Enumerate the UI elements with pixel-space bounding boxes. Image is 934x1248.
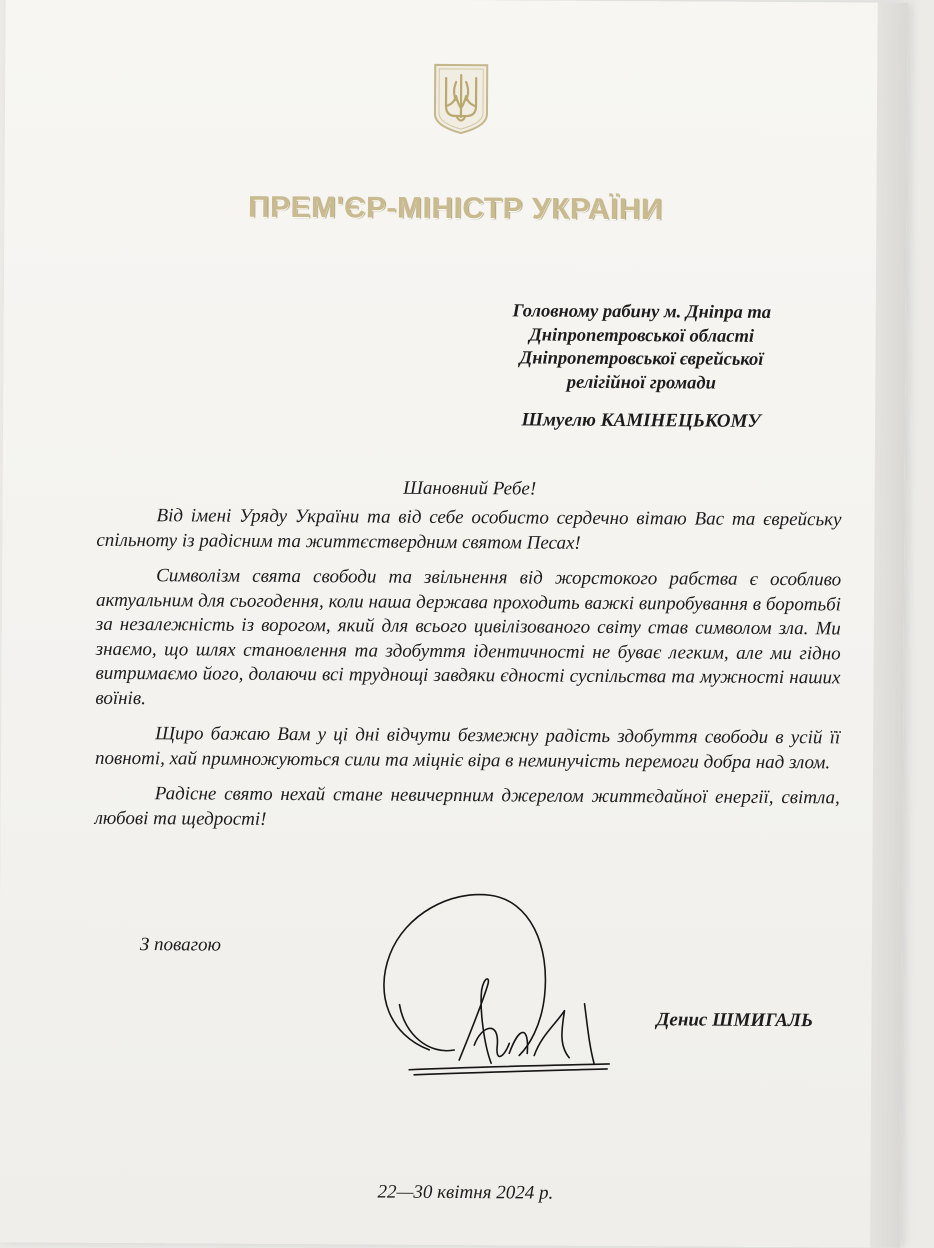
body-paragraph: Щиро бажаю Вам у ці дні відчути безмежну радість здобуття свободи в усій її повноті, хай примножуються сили та міцніє віра в неминучість перемоги добра над злом. [94, 723, 841, 773]
letter-body [95, 504, 842, 847]
addressee-block [471, 300, 812, 434]
letterhead-title: ПРЕМ'ЄР-МІНІСТР УКРАЇНИ [247, 190, 663, 227]
page-edge-shadow [870, 3, 908, 1248]
addressee-line: Дніпропетровської єврейської [519, 348, 764, 370]
addressee-line: Дніпропетровської області [529, 324, 755, 347]
body-paragraph: Символізм свята свободи та звільнення від жорстокого рабства є особливо актуальним для сьогодення, коли наша держава проходить важкі випробування в боротьбі за незалежність із ворогом, який для всього цивілізованого світу став символом зла. Ми знаємо, що шлях становлення та здобуття ідентичності не буває легким, але ми гідно витримаємо його, долаючи всі труднощі завдяки єдності суспільства та мужності наших воїнів. [95, 565, 842, 709]
closing-phrase: З повагою [139, 934, 222, 956]
salutation: Шановний Ребе! [403, 477, 537, 500]
body-paragraph: Від імені Уряду України та від себе особисто сердечно вітаю Вас та єврейську спільноту із радісним та життєствердним святом Песах! [96, 505, 842, 554]
letter-date: 22—30 квітня 2024 р. [377, 1181, 554, 1204]
addressee-line: Головному рабину м. Дніпра та [512, 301, 772, 323]
signer-name: Денис ШМИГАЛЬ [656, 1009, 814, 1032]
tryzub-emblem-icon [432, 62, 490, 136]
addressee-line: релігійної громади [566, 372, 716, 394]
body-paragraph: Радісне свято нехай стане невичерпним джерелом життєдайної енергії, світла, любові та щедрості! [94, 783, 840, 830]
addressee-name: Шмуелю КАМІНЕЦЬКОМУ [521, 409, 761, 432]
handwritten-signature [369, 885, 620, 1087]
